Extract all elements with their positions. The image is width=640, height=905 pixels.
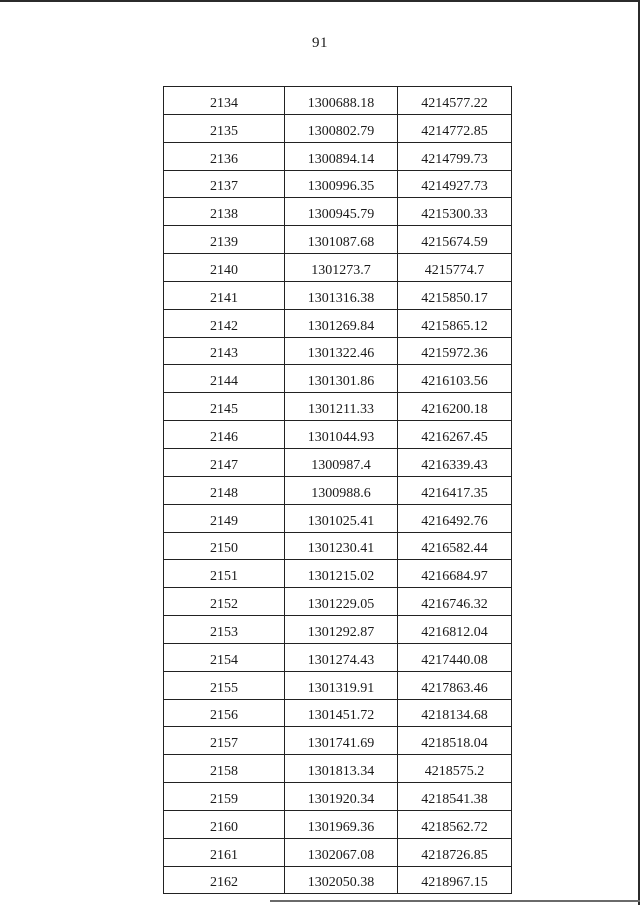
point-id-cell: 2154 — [164, 643, 285, 671]
table-row — [164, 254, 512, 282]
point-id-cell: 2162 — [164, 866, 285, 894]
table-row — [164, 393, 512, 421]
x-coordinate-cell: 1301274.43 — [285, 643, 398, 671]
x-coordinate-cell: 1301269.84 — [285, 309, 398, 337]
x-coordinate-cell: 1301273.7 — [285, 254, 398, 282]
point-id-cell: 2141 — [164, 281, 285, 309]
y-coordinate-cell: 4214577.22 — [398, 87, 512, 115]
table-row — [164, 281, 512, 309]
table-row — [164, 142, 512, 170]
table-row — [164, 337, 512, 365]
y-coordinate-cell: 4215674.59 — [398, 226, 512, 254]
point-id-cell: 2159 — [164, 783, 285, 811]
page-border-top — [0, 0, 640, 2]
point-id-cell: 2143 — [164, 337, 285, 365]
y-coordinate-cell: 4215850.17 — [398, 281, 512, 309]
x-coordinate-cell: 1300945.79 — [285, 198, 398, 226]
table-row — [164, 810, 512, 838]
point-id-cell: 2134 — [164, 87, 285, 115]
point-id-cell: 2142 — [164, 309, 285, 337]
table-row — [164, 727, 512, 755]
table-row — [164, 87, 512, 115]
point-id-cell: 2137 — [164, 170, 285, 198]
point-id-cell: 2149 — [164, 504, 285, 532]
point-id-cell: 2135 — [164, 114, 285, 142]
x-coordinate-cell: 1302050.38 — [285, 866, 398, 894]
point-id-cell: 2161 — [164, 838, 285, 866]
table-row — [164, 755, 512, 783]
y-coordinate-cell: 4218967.15 — [398, 866, 512, 894]
y-coordinate-cell: 4218726.85 — [398, 838, 512, 866]
x-coordinate-cell: 1300688.18 — [285, 87, 398, 115]
x-coordinate-cell: 1301229.05 — [285, 588, 398, 616]
y-coordinate-cell: 4218518.04 — [398, 727, 512, 755]
y-coordinate-cell: 4218575.2 — [398, 755, 512, 783]
table-row — [164, 421, 512, 449]
point-id-cell: 2151 — [164, 560, 285, 588]
x-coordinate-cell: 1300987.4 — [285, 448, 398, 476]
point-id-cell: 2147 — [164, 448, 285, 476]
point-id-cell: 2150 — [164, 532, 285, 560]
page-number: 91 — [312, 35, 328, 51]
coordinates-table — [163, 86, 512, 894]
x-coordinate-cell: 1301813.34 — [285, 755, 398, 783]
table-row — [164, 699, 512, 727]
y-coordinate-cell: 4215972.36 — [398, 337, 512, 365]
y-coordinate-cell: 4216417.35 — [398, 476, 512, 504]
table-row — [164, 671, 512, 699]
y-coordinate-cell: 4215300.33 — [398, 198, 512, 226]
x-coordinate-cell: 1301292.87 — [285, 616, 398, 644]
point-id-cell: 2152 — [164, 588, 285, 616]
point-id-cell: 2153 — [164, 616, 285, 644]
table-row — [164, 560, 512, 588]
y-coordinate-cell: 4214772.85 — [398, 114, 512, 142]
x-coordinate-cell: 1301741.69 — [285, 727, 398, 755]
x-coordinate-cell: 1301319.91 — [285, 671, 398, 699]
point-id-cell: 2140 — [164, 254, 285, 282]
table-row — [164, 838, 512, 866]
table-row — [164, 198, 512, 226]
point-id-cell: 2158 — [164, 755, 285, 783]
x-coordinate-cell: 1301969.36 — [285, 810, 398, 838]
point-id-cell: 2160 — [164, 810, 285, 838]
y-coordinate-cell: 4218134.68 — [398, 699, 512, 727]
y-coordinate-cell: 4216582.44 — [398, 532, 512, 560]
y-coordinate-cell: 4216267.45 — [398, 421, 512, 449]
y-coordinate-cell: 4215865.12 — [398, 309, 512, 337]
table-row — [164, 866, 512, 894]
table-row — [164, 643, 512, 671]
table-row — [164, 476, 512, 504]
y-coordinate-cell: 4216684.97 — [398, 560, 512, 588]
page-border-bottom — [270, 900, 640, 902]
y-coordinate-cell: 4214799.73 — [398, 142, 512, 170]
table-row — [164, 448, 512, 476]
y-coordinate-cell: 4217863.46 — [398, 671, 512, 699]
coordinates-table-body — [164, 87, 512, 894]
point-id-cell: 2144 — [164, 365, 285, 393]
point-id-cell: 2155 — [164, 671, 285, 699]
y-coordinate-cell: 4216492.76 — [398, 504, 512, 532]
x-coordinate-cell: 1302067.08 — [285, 838, 398, 866]
table-row — [164, 114, 512, 142]
y-coordinate-cell: 4214927.73 — [398, 170, 512, 198]
x-coordinate-cell: 1301211.33 — [285, 393, 398, 421]
table-row — [164, 504, 512, 532]
table-row — [164, 588, 512, 616]
x-coordinate-cell: 1301025.41 — [285, 504, 398, 532]
point-id-cell: 2146 — [164, 421, 285, 449]
x-coordinate-cell: 1301451.72 — [285, 699, 398, 727]
point-id-cell: 2157 — [164, 727, 285, 755]
x-coordinate-cell: 1301301.86 — [285, 365, 398, 393]
table-row — [164, 309, 512, 337]
x-coordinate-cell: 1301920.34 — [285, 783, 398, 811]
point-id-cell: 2139 — [164, 226, 285, 254]
table-row — [164, 616, 512, 644]
x-coordinate-cell: 1301215.02 — [285, 560, 398, 588]
y-coordinate-cell: 4216339.43 — [398, 448, 512, 476]
y-coordinate-cell: 4216812.04 — [398, 616, 512, 644]
y-coordinate-cell: 4215774.7 — [398, 254, 512, 282]
point-id-cell: 2156 — [164, 699, 285, 727]
table-row — [164, 365, 512, 393]
x-coordinate-cell: 1300802.79 — [285, 114, 398, 142]
table-row — [164, 226, 512, 254]
point-id-cell: 2138 — [164, 198, 285, 226]
x-coordinate-cell: 1300988.6 — [285, 476, 398, 504]
x-coordinate-cell: 1300996.35 — [285, 170, 398, 198]
x-coordinate-cell: 1300894.14 — [285, 142, 398, 170]
point-id-cell: 2148 — [164, 476, 285, 504]
x-coordinate-cell: 1301322.46 — [285, 337, 398, 365]
y-coordinate-cell: 4216200.18 — [398, 393, 512, 421]
y-coordinate-cell: 4217440.08 — [398, 643, 512, 671]
point-id-cell: 2136 — [164, 142, 285, 170]
y-coordinate-cell: 4216746.32 — [398, 588, 512, 616]
x-coordinate-cell: 1301087.68 — [285, 226, 398, 254]
table-row — [164, 170, 512, 198]
x-coordinate-cell: 1301316.38 — [285, 281, 398, 309]
y-coordinate-cell: 4218541.38 — [398, 783, 512, 811]
table-row — [164, 532, 512, 560]
y-coordinate-cell: 4216103.56 — [398, 365, 512, 393]
point-id-cell: 2145 — [164, 393, 285, 421]
x-coordinate-cell: 1301230.41 — [285, 532, 398, 560]
table-row — [164, 783, 512, 811]
y-coordinate-cell: 4218562.72 — [398, 810, 512, 838]
x-coordinate-cell: 1301044.93 — [285, 421, 398, 449]
